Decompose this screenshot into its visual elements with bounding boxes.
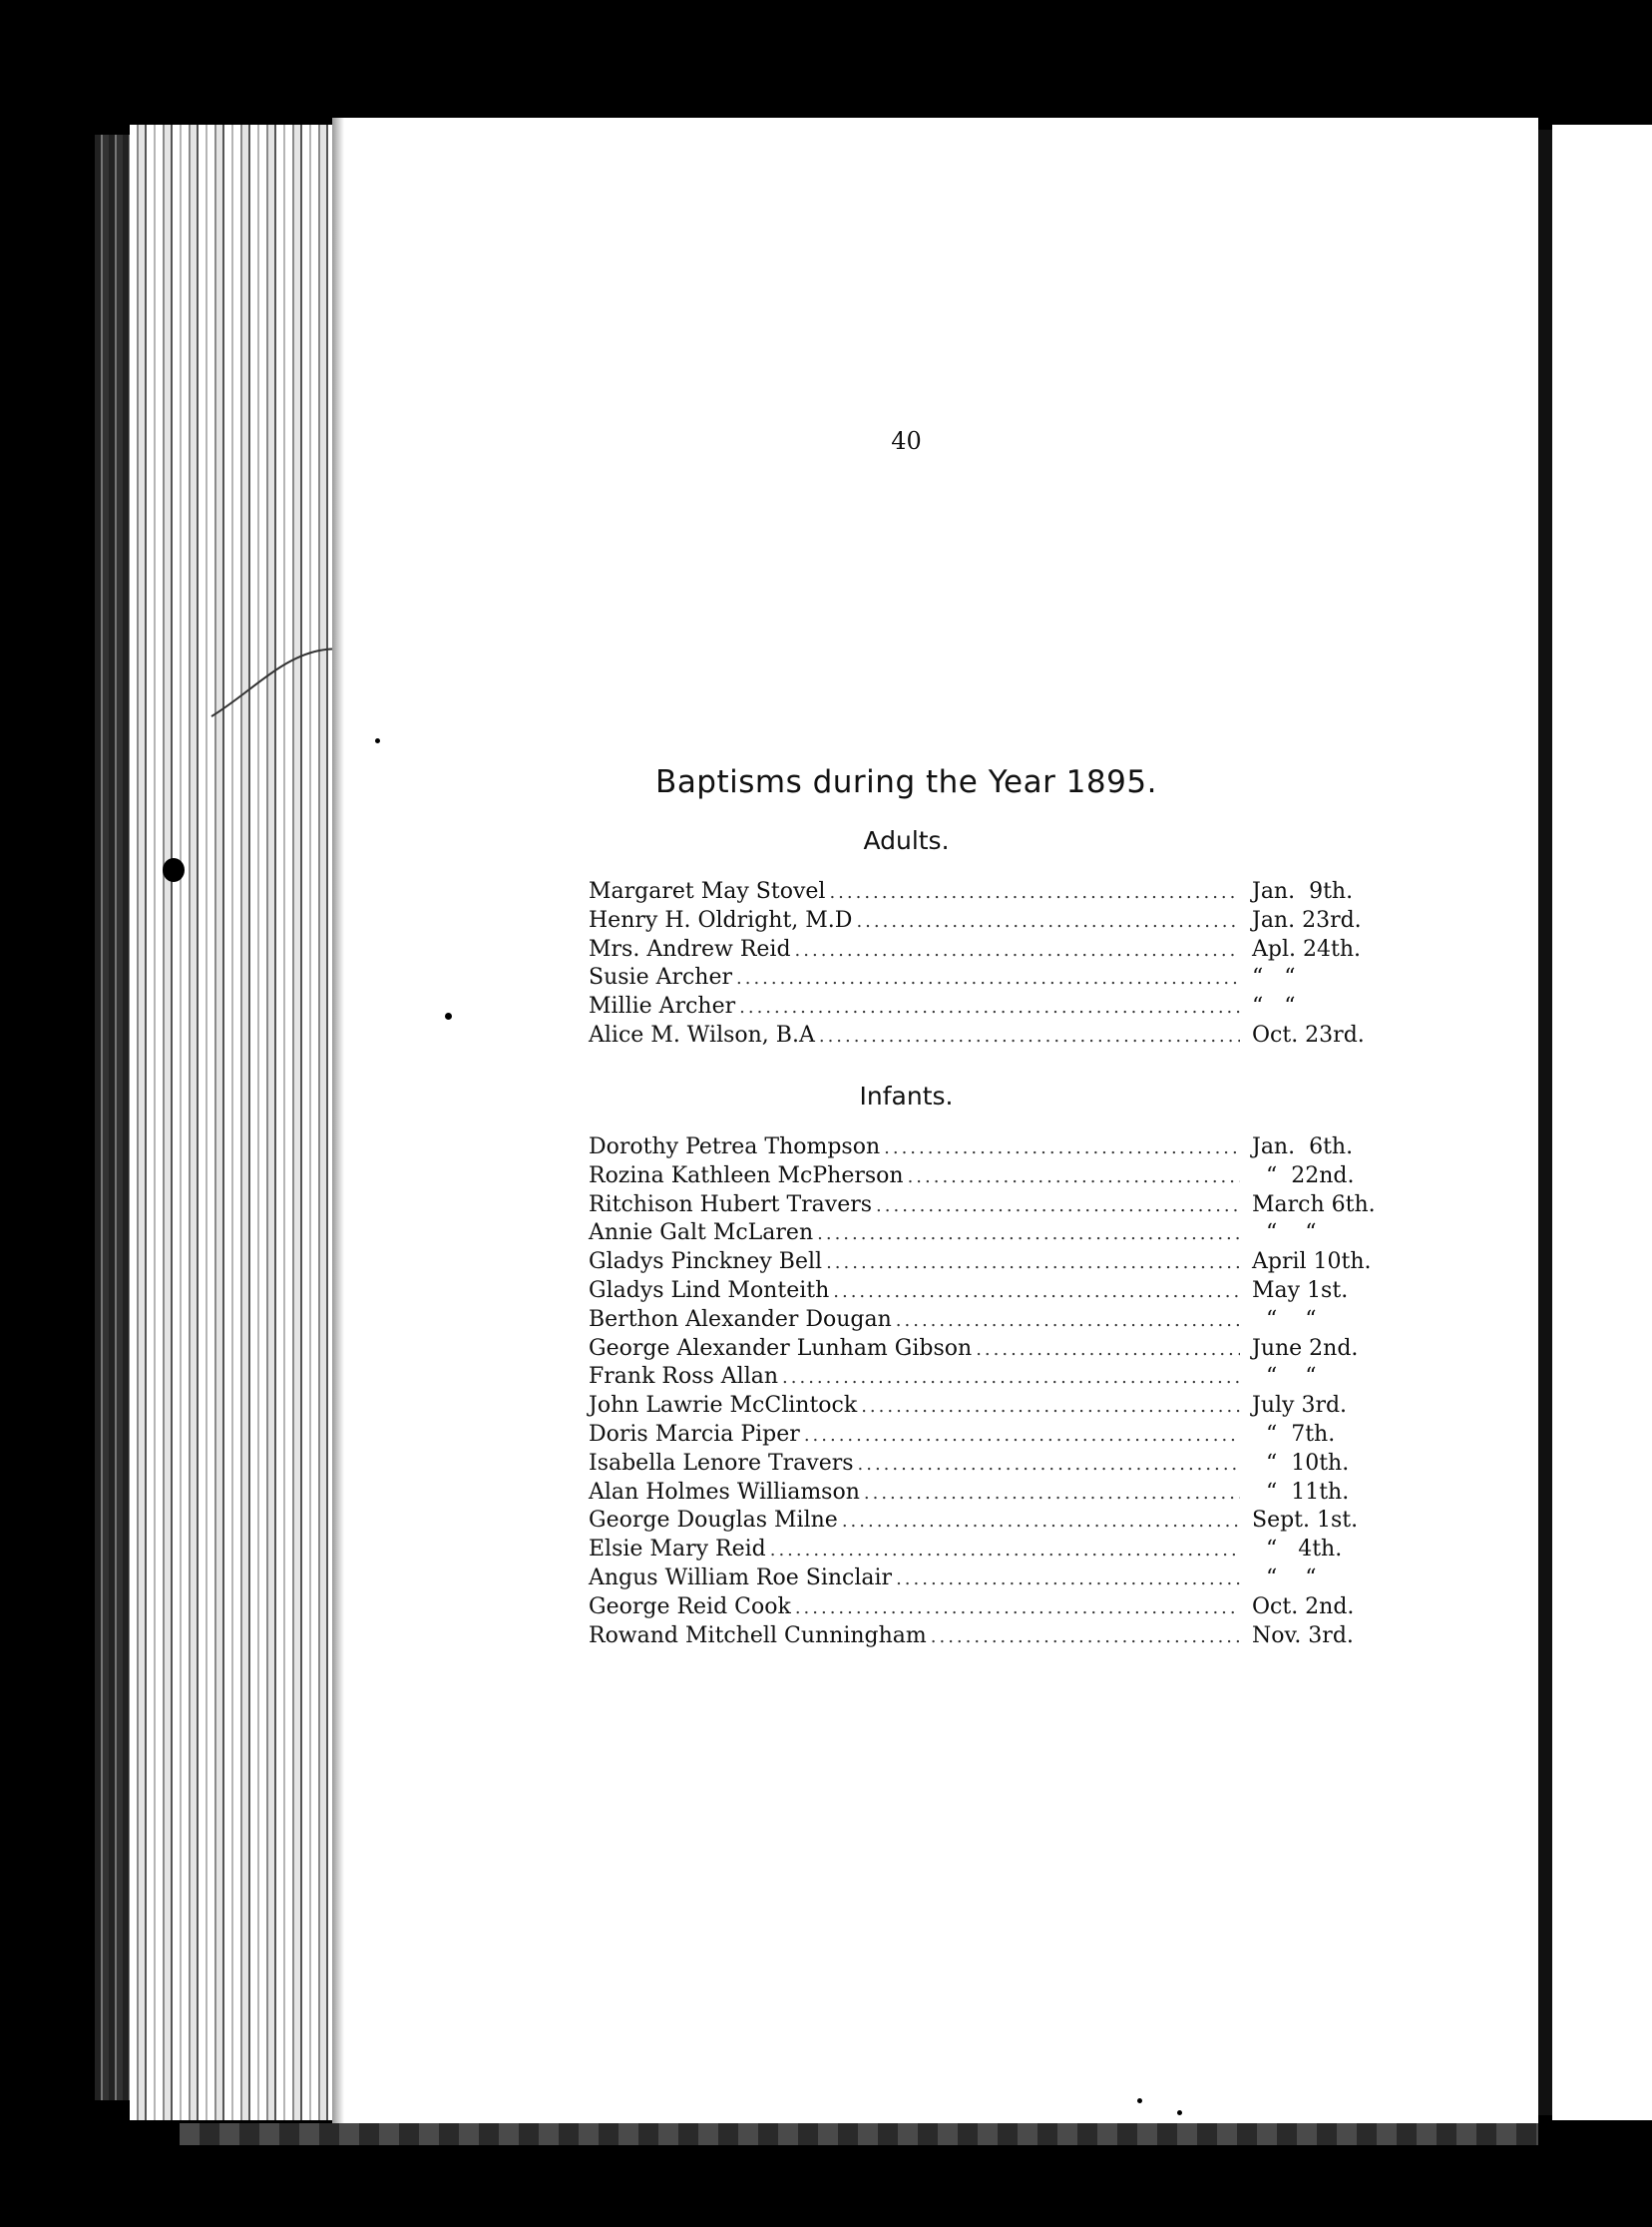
dot-leader bbox=[876, 1192, 1240, 1221]
entry-name: Dorothy Petrea Thompson bbox=[589, 1134, 881, 1159]
dot-leader bbox=[819, 1023, 1240, 1052]
entry-date: “ 4th. bbox=[1252, 1537, 1343, 1562]
entry-name: Millie Archer bbox=[589, 994, 736, 1020]
entry-name: Gladys Pinckney Bell bbox=[589, 1249, 823, 1275]
list-item bbox=[589, 1479, 1377, 1508]
entry-name: Annie Galt McLaren bbox=[589, 1220, 814, 1246]
list-item bbox=[589, 1306, 1377, 1335]
entry-date: Oct. 23rd. bbox=[1252, 1022, 1365, 1048]
entry-date: April 10th. bbox=[1252, 1249, 1372, 1275]
entry-name: Alice M. Wilson, B.A bbox=[589, 1022, 815, 1048]
dot-leader bbox=[861, 1393, 1240, 1422]
entry-date: Nov. 3rd. bbox=[1252, 1622, 1354, 1648]
entry-name: Isabella Lenore Travers bbox=[589, 1450, 854, 1476]
list-item bbox=[589, 1219, 1377, 1248]
infants-list bbox=[589, 1133, 1377, 1650]
entry-name: Elsie Mary Reid bbox=[589, 1537, 766, 1562]
ink-speck bbox=[375, 738, 380, 743]
entry-name: Gladys Lind Monteith bbox=[589, 1277, 830, 1303]
list-item bbox=[589, 1593, 1377, 1622]
entry-date: Apl. 24th. bbox=[1252, 936, 1361, 962]
list-item bbox=[589, 1022, 1377, 1051]
dot-leader bbox=[782, 1364, 1240, 1393]
entry-date: Jan. 6th. bbox=[1252, 1134, 1354, 1159]
list-item bbox=[589, 1507, 1377, 1536]
book-bottom-edge bbox=[180, 2123, 1538, 2145]
entry-date: June 2nd. bbox=[1252, 1335, 1359, 1361]
dot-leader bbox=[908, 1163, 1240, 1192]
list-item bbox=[589, 964, 1377, 993]
dot-leader bbox=[739, 994, 1240, 1023]
entry-name: Frank Ross Allan bbox=[589, 1364, 779, 1390]
ink-speck bbox=[1177, 2110, 1182, 2115]
dot-leader bbox=[833, 1278, 1240, 1307]
entry-date: “ 10th. bbox=[1252, 1450, 1350, 1476]
dot-leader bbox=[736, 965, 1240, 994]
entry-name: Berthon Alexander Dougan bbox=[589, 1306, 892, 1332]
entry-date: “ “ bbox=[1252, 994, 1296, 1020]
list-item bbox=[589, 1363, 1377, 1392]
ink-speck bbox=[1137, 2098, 1142, 2103]
dot-leader bbox=[858, 1451, 1240, 1480]
dot-leader bbox=[770, 1537, 1240, 1565]
entry-date: July 3rd. bbox=[1252, 1393, 1348, 1419]
dot-leader bbox=[856, 908, 1240, 937]
entry-name: Mrs. Andrew Reid bbox=[589, 936, 791, 962]
dot-leader bbox=[896, 1307, 1240, 1336]
entry-date: “ 22nd. bbox=[1252, 1162, 1355, 1188]
adults-heading: Adults. bbox=[863, 826, 950, 855]
entry-date: Jan. 9th. bbox=[1252, 879, 1354, 904]
entry-name: Angus William Roe Sinclair bbox=[589, 1564, 893, 1590]
dot-leader bbox=[931, 1623, 1240, 1652]
list-item bbox=[589, 1536, 1377, 1564]
list-item bbox=[589, 993, 1377, 1022]
list-item bbox=[589, 1392, 1377, 1421]
dot-leader bbox=[976, 1336, 1240, 1365]
page-number: 40 bbox=[891, 427, 922, 455]
dot-leader bbox=[896, 1565, 1240, 1594]
entry-name: George Alexander Lunham Gibson bbox=[589, 1335, 973, 1361]
list-item bbox=[589, 1277, 1377, 1306]
page-gutter-shadow bbox=[1538, 130, 1552, 2115]
ink-speck bbox=[445, 1013, 452, 1020]
dot-leader bbox=[817, 1220, 1240, 1249]
entry-date: Jan. 23rd. bbox=[1252, 907, 1362, 933]
list-item bbox=[589, 1248, 1377, 1277]
list-item bbox=[589, 1335, 1377, 1364]
dot-leader bbox=[842, 1508, 1240, 1537]
dot-leader bbox=[829, 879, 1240, 908]
ink-speck bbox=[163, 858, 185, 882]
dot-leader bbox=[884, 1134, 1240, 1163]
entry-name: Rozina Kathleen McPherson bbox=[589, 1162, 904, 1188]
list-item bbox=[589, 1450, 1377, 1479]
entry-date: “ 11th. bbox=[1252, 1479, 1350, 1505]
entry-name: Doris Marcia Piper bbox=[589, 1421, 800, 1447]
entry-date: “ “ bbox=[1252, 965, 1296, 991]
entry-name: Rowand Mitchell Cunningham bbox=[589, 1622, 927, 1648]
entry-date: “ “ bbox=[1252, 1220, 1317, 1246]
list-item bbox=[589, 907, 1377, 936]
entry-name: George Douglas Milne bbox=[589, 1508, 838, 1534]
entry-name: Henry H. Oldright, M.D bbox=[589, 907, 853, 933]
entry-date: “ “ bbox=[1252, 1364, 1317, 1390]
entry-date: March 6th. bbox=[1252, 1191, 1376, 1217]
entry-name: Susie Archer bbox=[589, 965, 733, 991]
dot-leader bbox=[795, 937, 1240, 966]
adults-list bbox=[589, 878, 1377, 1051]
dot-leader bbox=[804, 1422, 1240, 1451]
book-page-edges bbox=[130, 125, 344, 2120]
list-item bbox=[589, 1133, 1377, 1162]
entry-date: Oct. 2nd. bbox=[1252, 1593, 1355, 1619]
facing-page-edge bbox=[1552, 125, 1652, 2120]
dot-leader bbox=[864, 1480, 1240, 1509]
list-item bbox=[589, 1421, 1377, 1450]
entry-date: “ “ bbox=[1252, 1564, 1317, 1590]
entry-date: Sept. 1st. bbox=[1252, 1508, 1359, 1534]
list-item bbox=[589, 878, 1377, 907]
entry-date: “ “ bbox=[1252, 1306, 1317, 1332]
list-item bbox=[589, 1564, 1377, 1593]
dot-leader bbox=[795, 1594, 1240, 1623]
page-title: Baptisms during the Year 1895. bbox=[655, 764, 1157, 800]
entry-date: “ 7th. bbox=[1252, 1421, 1336, 1447]
entry-date: May 1st. bbox=[1252, 1277, 1349, 1303]
infants-heading: Infants. bbox=[859, 1082, 954, 1111]
entry-name: Margaret May Stovel bbox=[589, 879, 826, 904]
dot-leader bbox=[826, 1249, 1240, 1278]
list-item bbox=[589, 936, 1377, 965]
list-item bbox=[589, 1162, 1377, 1191]
entry-name: George Reid Cook bbox=[589, 1593, 791, 1619]
list-item bbox=[589, 1191, 1377, 1220]
entry-name: John Lawrie McClintock bbox=[589, 1393, 858, 1419]
book-page bbox=[344, 118, 1538, 2123]
entry-name: Ritchison Hubert Travers bbox=[589, 1191, 873, 1217]
list-item bbox=[589, 1622, 1377, 1651]
entry-name: Alan Holmes Williamson bbox=[589, 1479, 860, 1505]
